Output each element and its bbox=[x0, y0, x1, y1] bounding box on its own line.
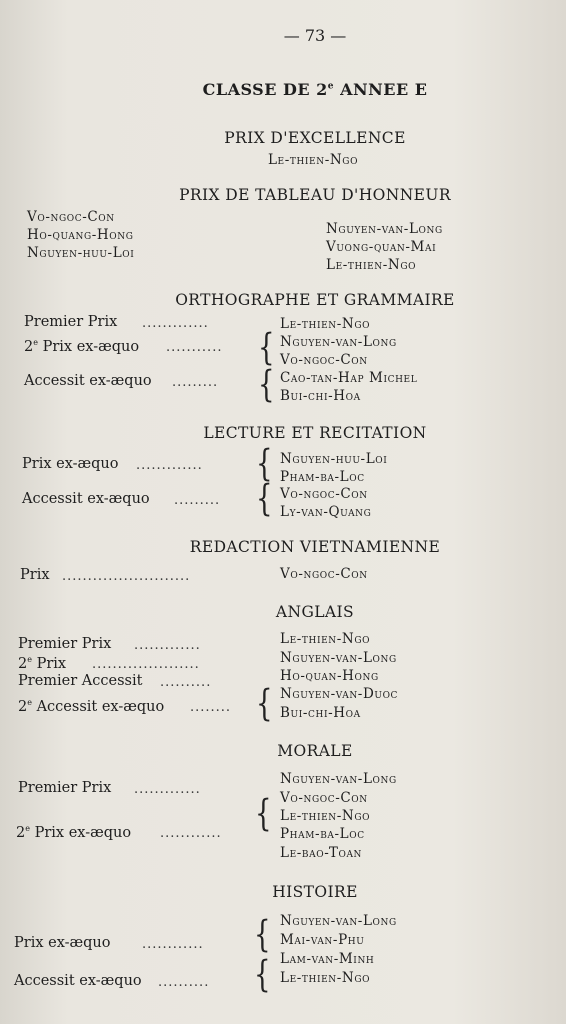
orthographe-accessit-label: Accessit ex-æquo bbox=[24, 373, 152, 389]
orthographe-second-prix-name: Nguyen-van-Long bbox=[280, 334, 397, 350]
morale-second-prix-label: 2e Prix ex-æquo bbox=[16, 824, 132, 841]
section-title-redaction: REDACTION VIETNAMIENNE bbox=[189, 538, 441, 556]
leader-dots: ............ bbox=[142, 937, 204, 952]
lecture-accessit-label: Accessit ex-æquo bbox=[22, 491, 150, 507]
tableau-left-name: Vo-ngoc-Con bbox=[27, 209, 115, 225]
leader-dots: ......................... bbox=[62, 569, 191, 584]
leader-dots: ............. bbox=[142, 316, 209, 331]
brace-icon: { bbox=[256, 478, 273, 521]
leader-dots: ........ bbox=[190, 700, 232, 715]
morale-second-prix-name: Le-thien-Ngo bbox=[280, 808, 371, 824]
redaction-prix-label: Prix bbox=[20, 567, 50, 583]
anglais-second-prix-name: Nguyen-van-Long bbox=[280, 650, 397, 666]
morale-premier-prix-label: Premier Prix bbox=[18, 780, 112, 796]
redaction-prix-name: Vo-ngoc-Con bbox=[280, 566, 368, 582]
tableau-right-name: Le-thien-Ngo bbox=[326, 257, 417, 273]
orthographe-accessit-name: Cao-tan-Hap Michel bbox=[280, 370, 418, 386]
histoire-prix-label: Prix ex-æquo bbox=[14, 935, 111, 951]
leader-dots: ......... bbox=[174, 493, 221, 508]
histoire-prix-name: Mai-van-Phu bbox=[280, 932, 365, 948]
page-number: — 73 — bbox=[283, 26, 347, 45]
leader-dots: ............. bbox=[136, 458, 203, 473]
leader-dots: ............. bbox=[134, 782, 201, 797]
tableau-right-name: Nguyen-van-Long bbox=[326, 221, 443, 237]
leader-dots: ..................... bbox=[92, 657, 200, 672]
excellence-winner: Le-thien-Ngo bbox=[267, 152, 359, 168]
orthographe-accessit-name: Bui-chi-Hoa bbox=[280, 388, 361, 404]
tableau-left-name: Nguyen-huu-Loi bbox=[27, 245, 135, 261]
section-title-excellence: PRIX D'EXCELLENCE bbox=[224, 129, 406, 147]
morale-second-prix-name: Pham-ba-Loc bbox=[280, 826, 365, 842]
anglais-premier-accessit-label: Premier Accessit bbox=[18, 673, 143, 689]
leader-dots: .......... bbox=[158, 975, 210, 990]
title-superscript: e bbox=[327, 81, 335, 92]
brace-icon: { bbox=[256, 443, 273, 486]
anglais-second-accessit-label: 2e Accessit ex-æquo bbox=[18, 698, 165, 715]
orthographe-second-prix-name: Vo-ngoc-Con bbox=[280, 352, 368, 368]
histoire-prix-name: Lam-van-Minh bbox=[280, 951, 375, 967]
leader-dots: ......... bbox=[172, 375, 219, 390]
section-title-morale: MORALE bbox=[277, 742, 353, 760]
lecture-prix-name: Nguyen-huu-Loi bbox=[280, 451, 388, 467]
histoire-accessit-label: Accessit ex-æquo bbox=[14, 973, 142, 989]
anglais-second-prix-label: 2e Prix bbox=[18, 655, 67, 672]
lecture-prix-name: Pham-ba-Loc bbox=[280, 469, 365, 485]
brace-icon: { bbox=[255, 793, 272, 836]
morale-second-prix-name: Le-bao-Toan bbox=[280, 845, 363, 861]
lecture-prix-label: Prix ex-æquo bbox=[22, 456, 119, 472]
brace-icon: { bbox=[258, 327, 275, 370]
tableau-right-name: Vuong-quan-Mai bbox=[326, 239, 437, 255]
tableau-left-name: Ho-quang-Hong bbox=[27, 227, 134, 243]
brace-icon: { bbox=[258, 364, 275, 407]
section-title-lecture: LECTURE ET RECITATION bbox=[203, 424, 427, 442]
orthographe-second-prix-label: 2e Prix ex-æquo bbox=[24, 338, 140, 355]
histoire-prix-name: Nguyen-van-Long bbox=[280, 913, 397, 929]
orthographe-premier-prix-name: Le-thien-Ngo bbox=[280, 316, 371, 332]
anglais-premier-accessit-name: Ho-quan-Hong bbox=[280, 668, 379, 684]
lecture-accessit-name: Ly-van-Quang bbox=[280, 504, 372, 520]
lecture-accessit-name: Vo-ngoc-Con bbox=[280, 486, 368, 502]
section-title-histoire: HISTOIRE bbox=[272, 883, 358, 901]
morale-premier-prix-name: Nguyen-van-Long bbox=[280, 771, 397, 787]
leader-dots: ............. bbox=[134, 638, 201, 653]
leader-dots: .......... bbox=[160, 675, 212, 690]
morale-second-prix-name: Vo-ngoc-Con bbox=[280, 790, 368, 806]
section-title-anglais: ANGLAIS bbox=[275, 603, 355, 621]
histoire-accessit-name: Le-thien-Ngo bbox=[280, 970, 371, 986]
orthographe-premier-prix-label: Premier Prix bbox=[24, 314, 118, 330]
anglais-second-accessit-name: Nguyen-van-Duoc bbox=[280, 686, 399, 702]
anglais-second-accessit-name: Bui-chi-Hoa bbox=[280, 705, 361, 721]
anglais-premier-prix-name: Le-thien-Ngo bbox=[280, 631, 371, 647]
leader-dots: ............ bbox=[160, 826, 222, 841]
class-title: CLASSE DE 2e ANNEE E bbox=[202, 80, 428, 99]
brace-icon: { bbox=[256, 683, 273, 726]
section-title-orthographe: ORTHOGRAPHE ET GRAMMAIRE bbox=[175, 291, 455, 309]
brace-icon: { bbox=[254, 914, 271, 957]
leader-dots: ........... bbox=[166, 340, 223, 355]
section-title-tableau: PRIX DE TABLEAU D'HONNEUR bbox=[179, 186, 451, 204]
anglais-premier-prix-label: Premier Prix bbox=[18, 636, 112, 652]
brace-icon: { bbox=[254, 954, 271, 997]
